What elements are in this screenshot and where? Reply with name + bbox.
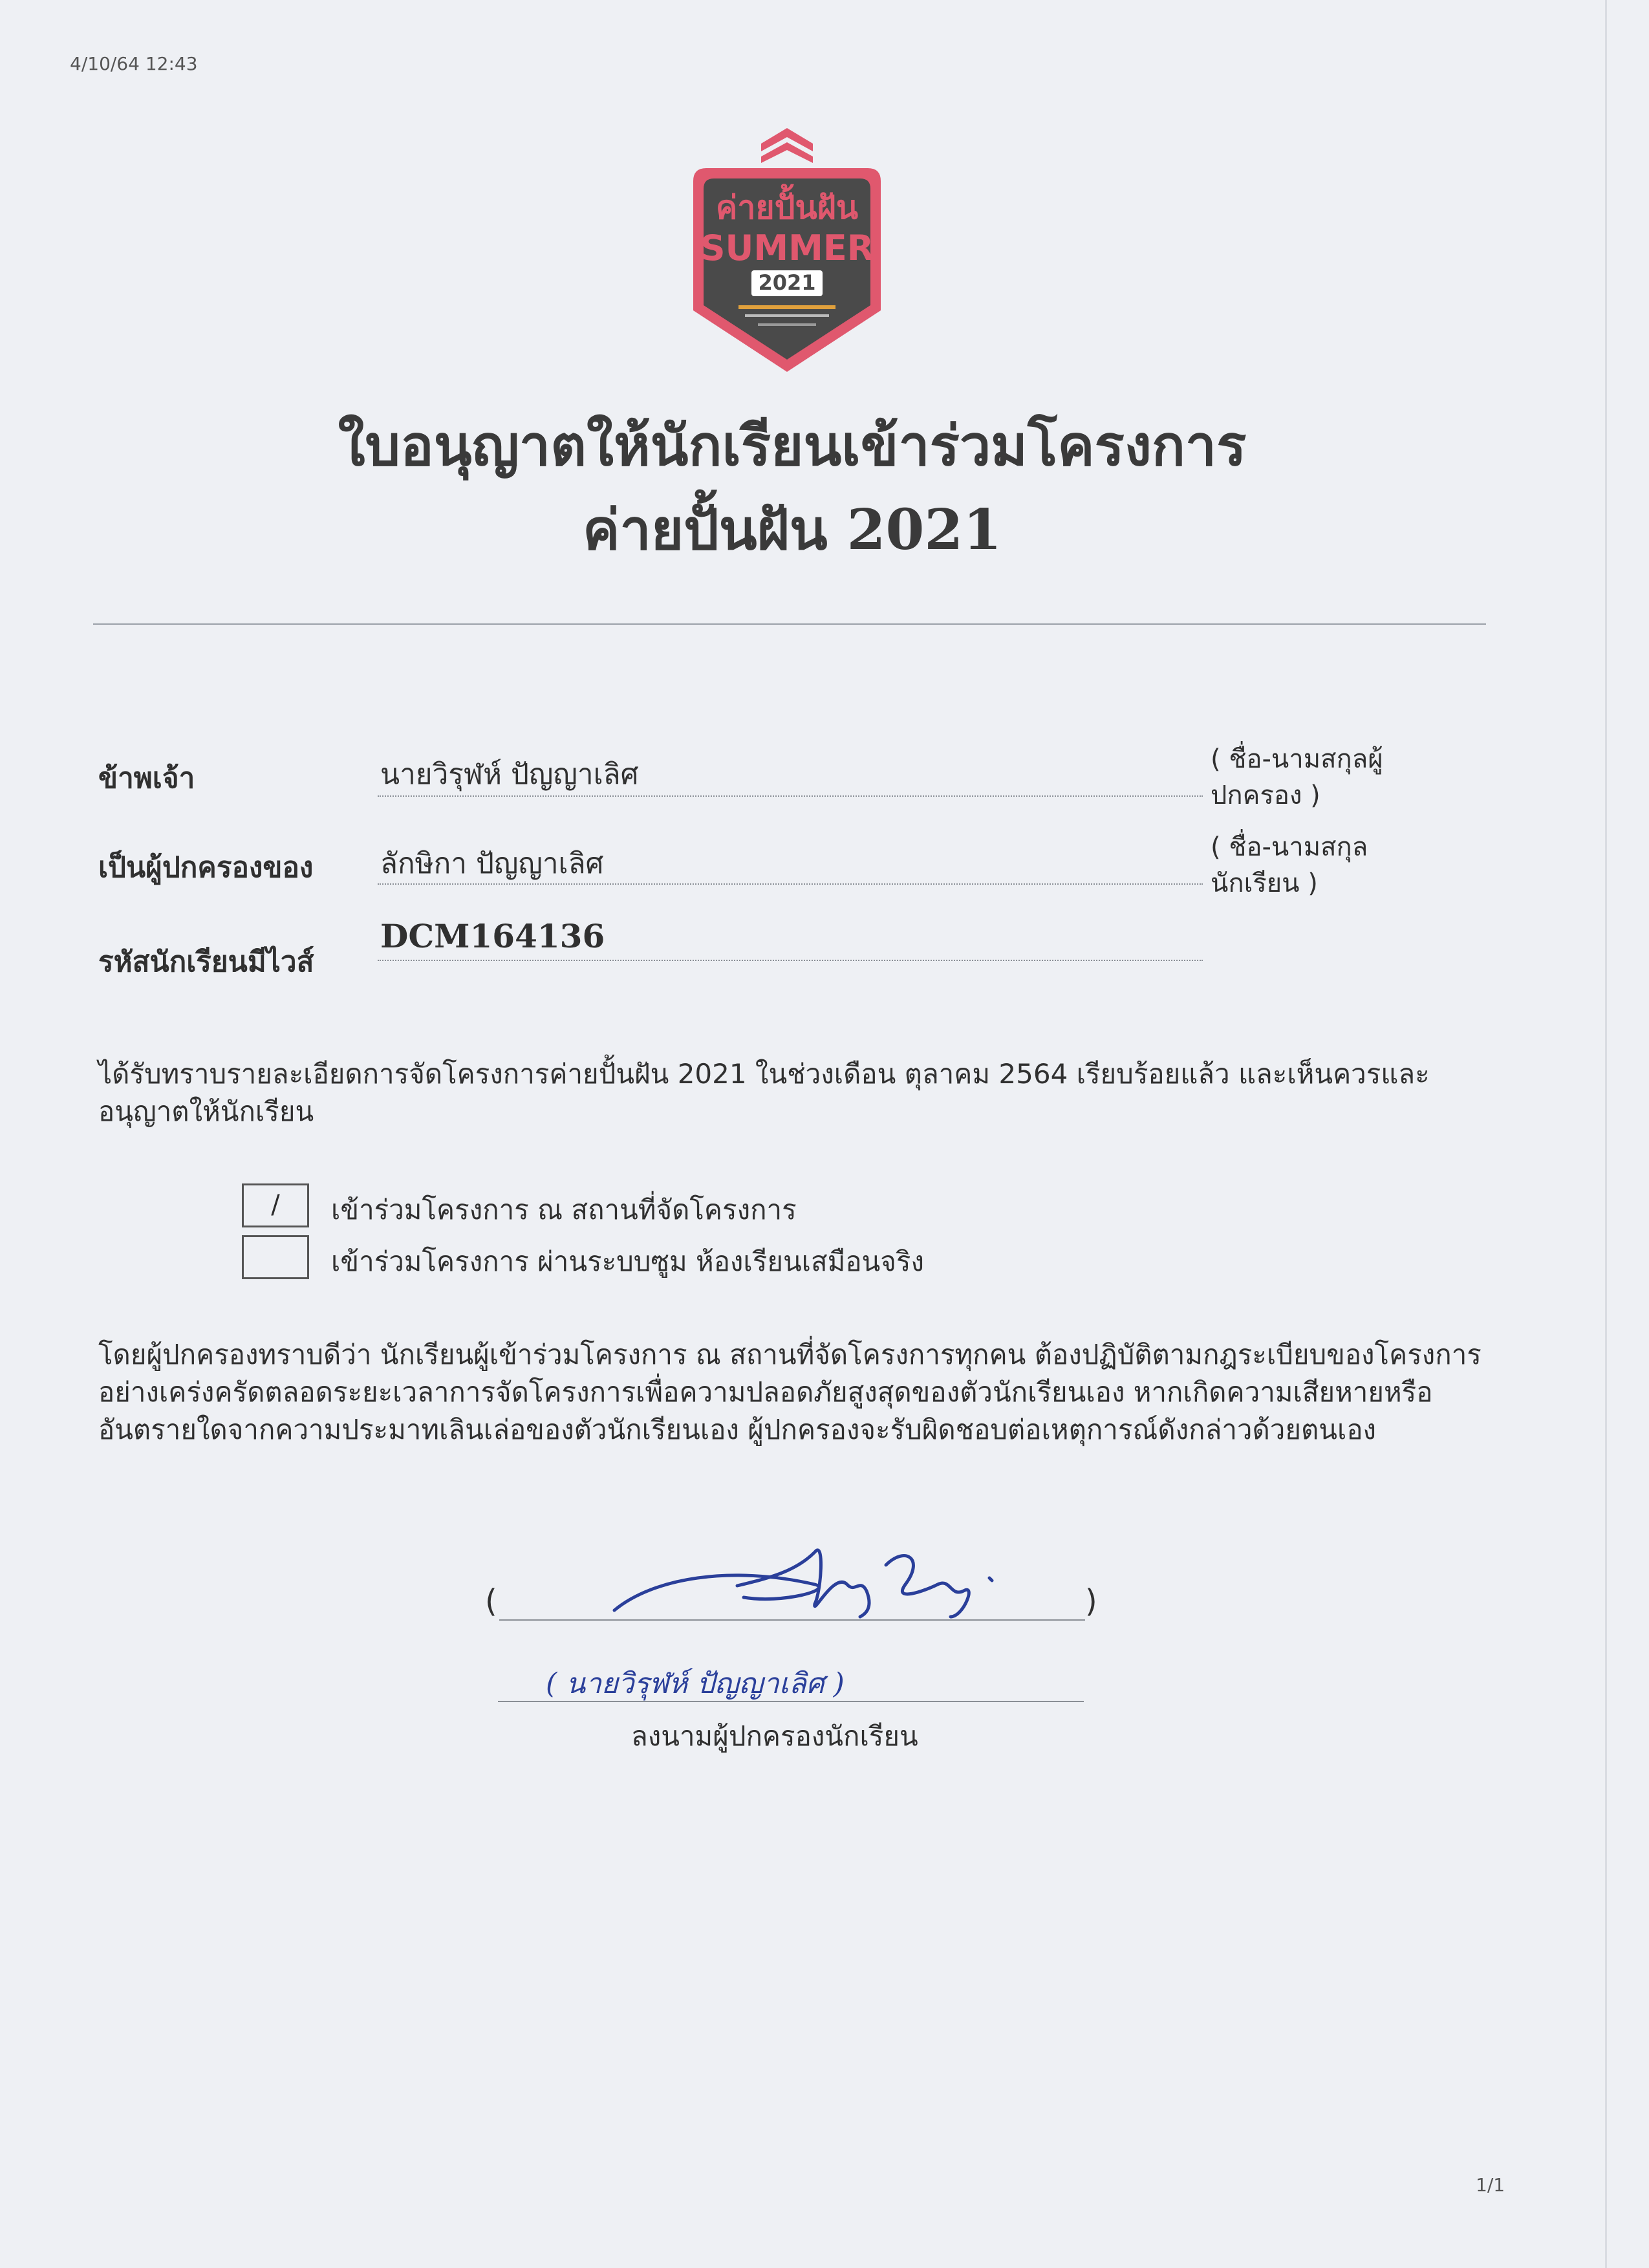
student-id-underline xyxy=(378,960,1203,961)
printed-name-handwritten: ( นายวิรุฬห์ ปัญญาเลิศ ) xyxy=(546,1667,845,1700)
student-id-value: DCM164136 xyxy=(380,917,605,955)
divider xyxy=(93,623,1486,625)
printed-name-line xyxy=(498,1701,1084,1702)
option-onsite-label: เข้าร่วมโครงการ ณ สถานที่จัดโครงการ xyxy=(331,1194,797,1226)
signature-close-bracket: ) xyxy=(1085,1583,1097,1619)
title-line-1: ใบอนุญาตให้นักเรียนเข้าร่วมโครงการ xyxy=(338,413,1247,479)
option-onsite-checkbox[interactable]: / xyxy=(242,1183,309,1227)
camp-logo xyxy=(680,123,894,382)
student-note: ( ชื่อ-นามสกุล นักเรียน ) xyxy=(1211,832,1368,898)
signature-caption: ลงนามผู้ปกครองนักเรียน xyxy=(631,1720,918,1752)
signature-open-bracket: ( xyxy=(485,1583,497,1619)
student-underline xyxy=(378,883,1203,885)
timestamp: 4/10/64 12:43 xyxy=(70,53,198,74)
option-zoom-label: เข้าร่วมโครงการ ผ่านระบบซูม ห้องเรียนเสมือนจริง xyxy=(331,1246,924,1277)
logo-line1: ค่ายปั้นฝัน xyxy=(715,189,859,226)
page-number: 1/1 xyxy=(1476,2174,1505,2196)
option-zoom-checkbox[interactable] xyxy=(242,1235,309,1279)
acknowledge-text: ได้รับทราบรายละเอียดการจัดโครงการค่ายปั้นฝัน 2021 ในช่วงเดือน ตุลาคม 2564 เรียบร้อยแล้ว และเห็นควรและอนุญาตให้นักเรียน xyxy=(98,1058,1430,1127)
handwritten-signature xyxy=(601,1526,1041,1623)
guardian-value: นายวิรุฬห์ ปัญญาเลิศ xyxy=(380,758,639,791)
guardian-note: ( ชื่อ-นามสกุลผู้ปกครอง ) xyxy=(1211,744,1383,810)
student-label: เป็นผู้ปกครองของ xyxy=(98,851,314,884)
student-value: ลักษิกา ปัญญาเลิศ xyxy=(380,847,604,880)
logo-line3: 2021 xyxy=(758,270,816,295)
logo-line2: SUMMER xyxy=(700,228,874,268)
rules-text: โดยผู้ปกครองทราบดีว่า นักเรียนผู้เข้าร่วมโครงการ ณ สถานที่จัดโครงการทุกคน ต้องปฏิบัติตามกฎระเบียบของโครงการอย่างเคร่งครัดตลอดระยะเวลาการจัดโครงการเพื่อความปลอดภัยสูงสุดของตัวนักเรียนเอง หากเกิดความเสียหายหรืออันตรายใดจากความประมาทเลินเล่อของตัวนักเรียนเอง ผู้ปกครองจะรับผิดชอบต่อเหตุการณ์ดังกล่าวด้วยตนเอง xyxy=(98,1339,1482,1445)
guardian-label: ข้าพเจ้า xyxy=(98,762,195,795)
student-id-label: รหัสนักเรียนมีไวส์ xyxy=(98,945,314,978)
page-edge xyxy=(1605,0,1607,2268)
guardian-underline xyxy=(378,795,1203,797)
title-line-2: ค่ายปั้นฝัน 2021 xyxy=(582,497,1002,563)
